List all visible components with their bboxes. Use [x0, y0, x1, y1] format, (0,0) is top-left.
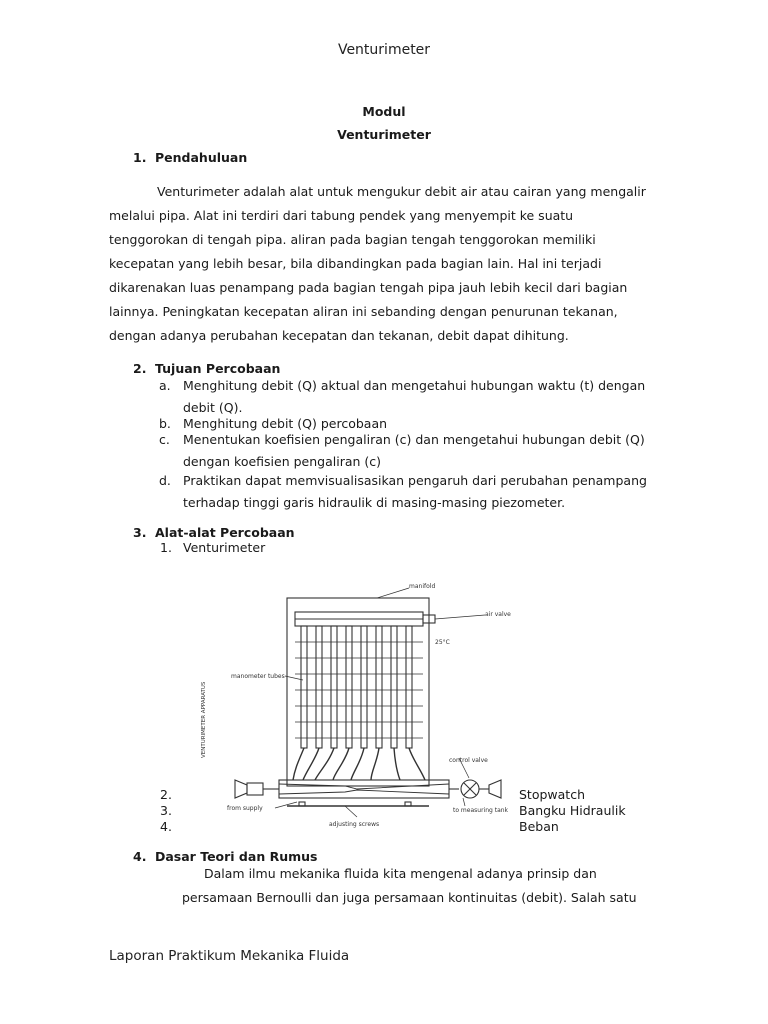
section-2-number: 2.: [133, 361, 147, 376]
label-air-valve: air valve: [485, 611, 511, 618]
section-4-title: Dasar Teori dan Rumus: [155, 849, 318, 864]
inlet-coupling: [235, 780, 247, 798]
label-temperature: 25°C: [435, 639, 450, 646]
alat-label-2: 2.: [160, 787, 172, 802]
label-manifold: manifold: [409, 583, 436, 590]
list-label: b.: [159, 416, 171, 431]
label-adjusting-screws: adjusting screws: [329, 821, 380, 828]
list-label: a.: [159, 378, 171, 393]
intro-line: dengan adanya perubahan kecepatan dan tekanan, debit dapat dihitung.: [109, 328, 569, 343]
section-1-title: Pendahuluan: [155, 150, 248, 165]
label-apparatus-vertical: VENTURIMETER APPARATUS: [201, 681, 207, 758]
tujuan-item-d: [159, 470, 659, 514]
outlet-coupling: [489, 780, 501, 798]
label-control-valve: control valve: [449, 757, 488, 764]
intro-line: kecepatan yang lebih besar, bila dibandingkan pada bagian lain. Hal ini terjadi: [109, 256, 602, 271]
venturimeter-diagram: [195, 580, 525, 835]
dasar-paragraph: [182, 862, 659, 910]
intro-line: Venturimeter adalah alat untuk mengukur debit air atau cairan yang mengalir: [157, 184, 646, 199]
list-label: d.: [159, 473, 171, 488]
alat-text-3: Bangku Hidraulik: [519, 803, 626, 818]
section-3-number: 3.: [133, 525, 147, 540]
alat-label-3: 3.: [160, 803, 172, 818]
intro-line: tenggorokan di tengah pipa. aliran pada bagian tengah tenggorokan memiliki: [109, 232, 596, 247]
label-from-supply: from supply: [227, 805, 263, 812]
label-manometer-tubes: manometer tubes: [231, 673, 285, 680]
module-title: Venturimeter: [337, 127, 431, 142]
dasar-line: persamaan Bernoulli dan juga persamaan kontinuitas (debit). Salah satu: [182, 890, 637, 905]
alat-text-4: Beban: [519, 819, 559, 834]
label-to-measuring-tank: to measuring tank: [453, 807, 509, 814]
running-header: Venturimeter: [337, 42, 431, 58]
section-4-number: 4.: [133, 849, 147, 864]
scale-grid: [295, 642, 423, 738]
section-2-title: Tujuan Percobaan: [155, 361, 281, 376]
section-1-number: 1.: [133, 150, 147, 165]
page-footer: Laporan Praktikum Mekanika Fluida: [109, 948, 350, 964]
intro-line: melalui pipa. Alat ini terdiri dari tabung pendek yang menyempit ke suatu: [109, 208, 574, 223]
alat-label-4: 4.: [160, 819, 172, 834]
manometer-tube-group: [301, 626, 412, 748]
connecting-hoses: [293, 748, 425, 780]
dasar-line: Dalam ilmu mekanika fluida kita mengenal adanya prinsip dan: [204, 866, 597, 881]
list-text: Menentukan koefisien pengaliran (c) dan mengetahui hubungan debit (Q) dengan koefisien pengaliran (c): [183, 432, 645, 469]
list-label: c.: [159, 432, 170, 447]
alat-text-2: Stopwatch: [519, 787, 585, 802]
module-label: Modul: [362, 104, 406, 119]
intro-line: lainnya. Peningkatan kecepatan aliran ini sebanding dengan penurunan tekanan,: [109, 304, 618, 319]
intro-line: dikarenakan luas penampang pada bagian tengah pipa jauh lebih kecil dari bagian: [109, 280, 628, 295]
tujuan-item-c: [159, 429, 659, 473]
section-3-title: Alat-alat Percobaan: [155, 525, 295, 540]
alat-text-1: Venturimeter: [183, 540, 266, 555]
alat-label-1: 1.: [160, 540, 172, 555]
list-text: Menghitung debit (Q) percobaan: [183, 416, 388, 431]
intro-paragraph: [109, 180, 659, 348]
list-text: Menghitung debit (Q) aktual dan mengetahui hubungan waktu (t) dengan debit (Q).: [183, 378, 646, 415]
list-text: Praktikan dapat memvisualisasikan pengaruh dari perubahan penampang terhadap tinggi garis hidraulik di masing-masing piezometer.: [183, 473, 647, 510]
